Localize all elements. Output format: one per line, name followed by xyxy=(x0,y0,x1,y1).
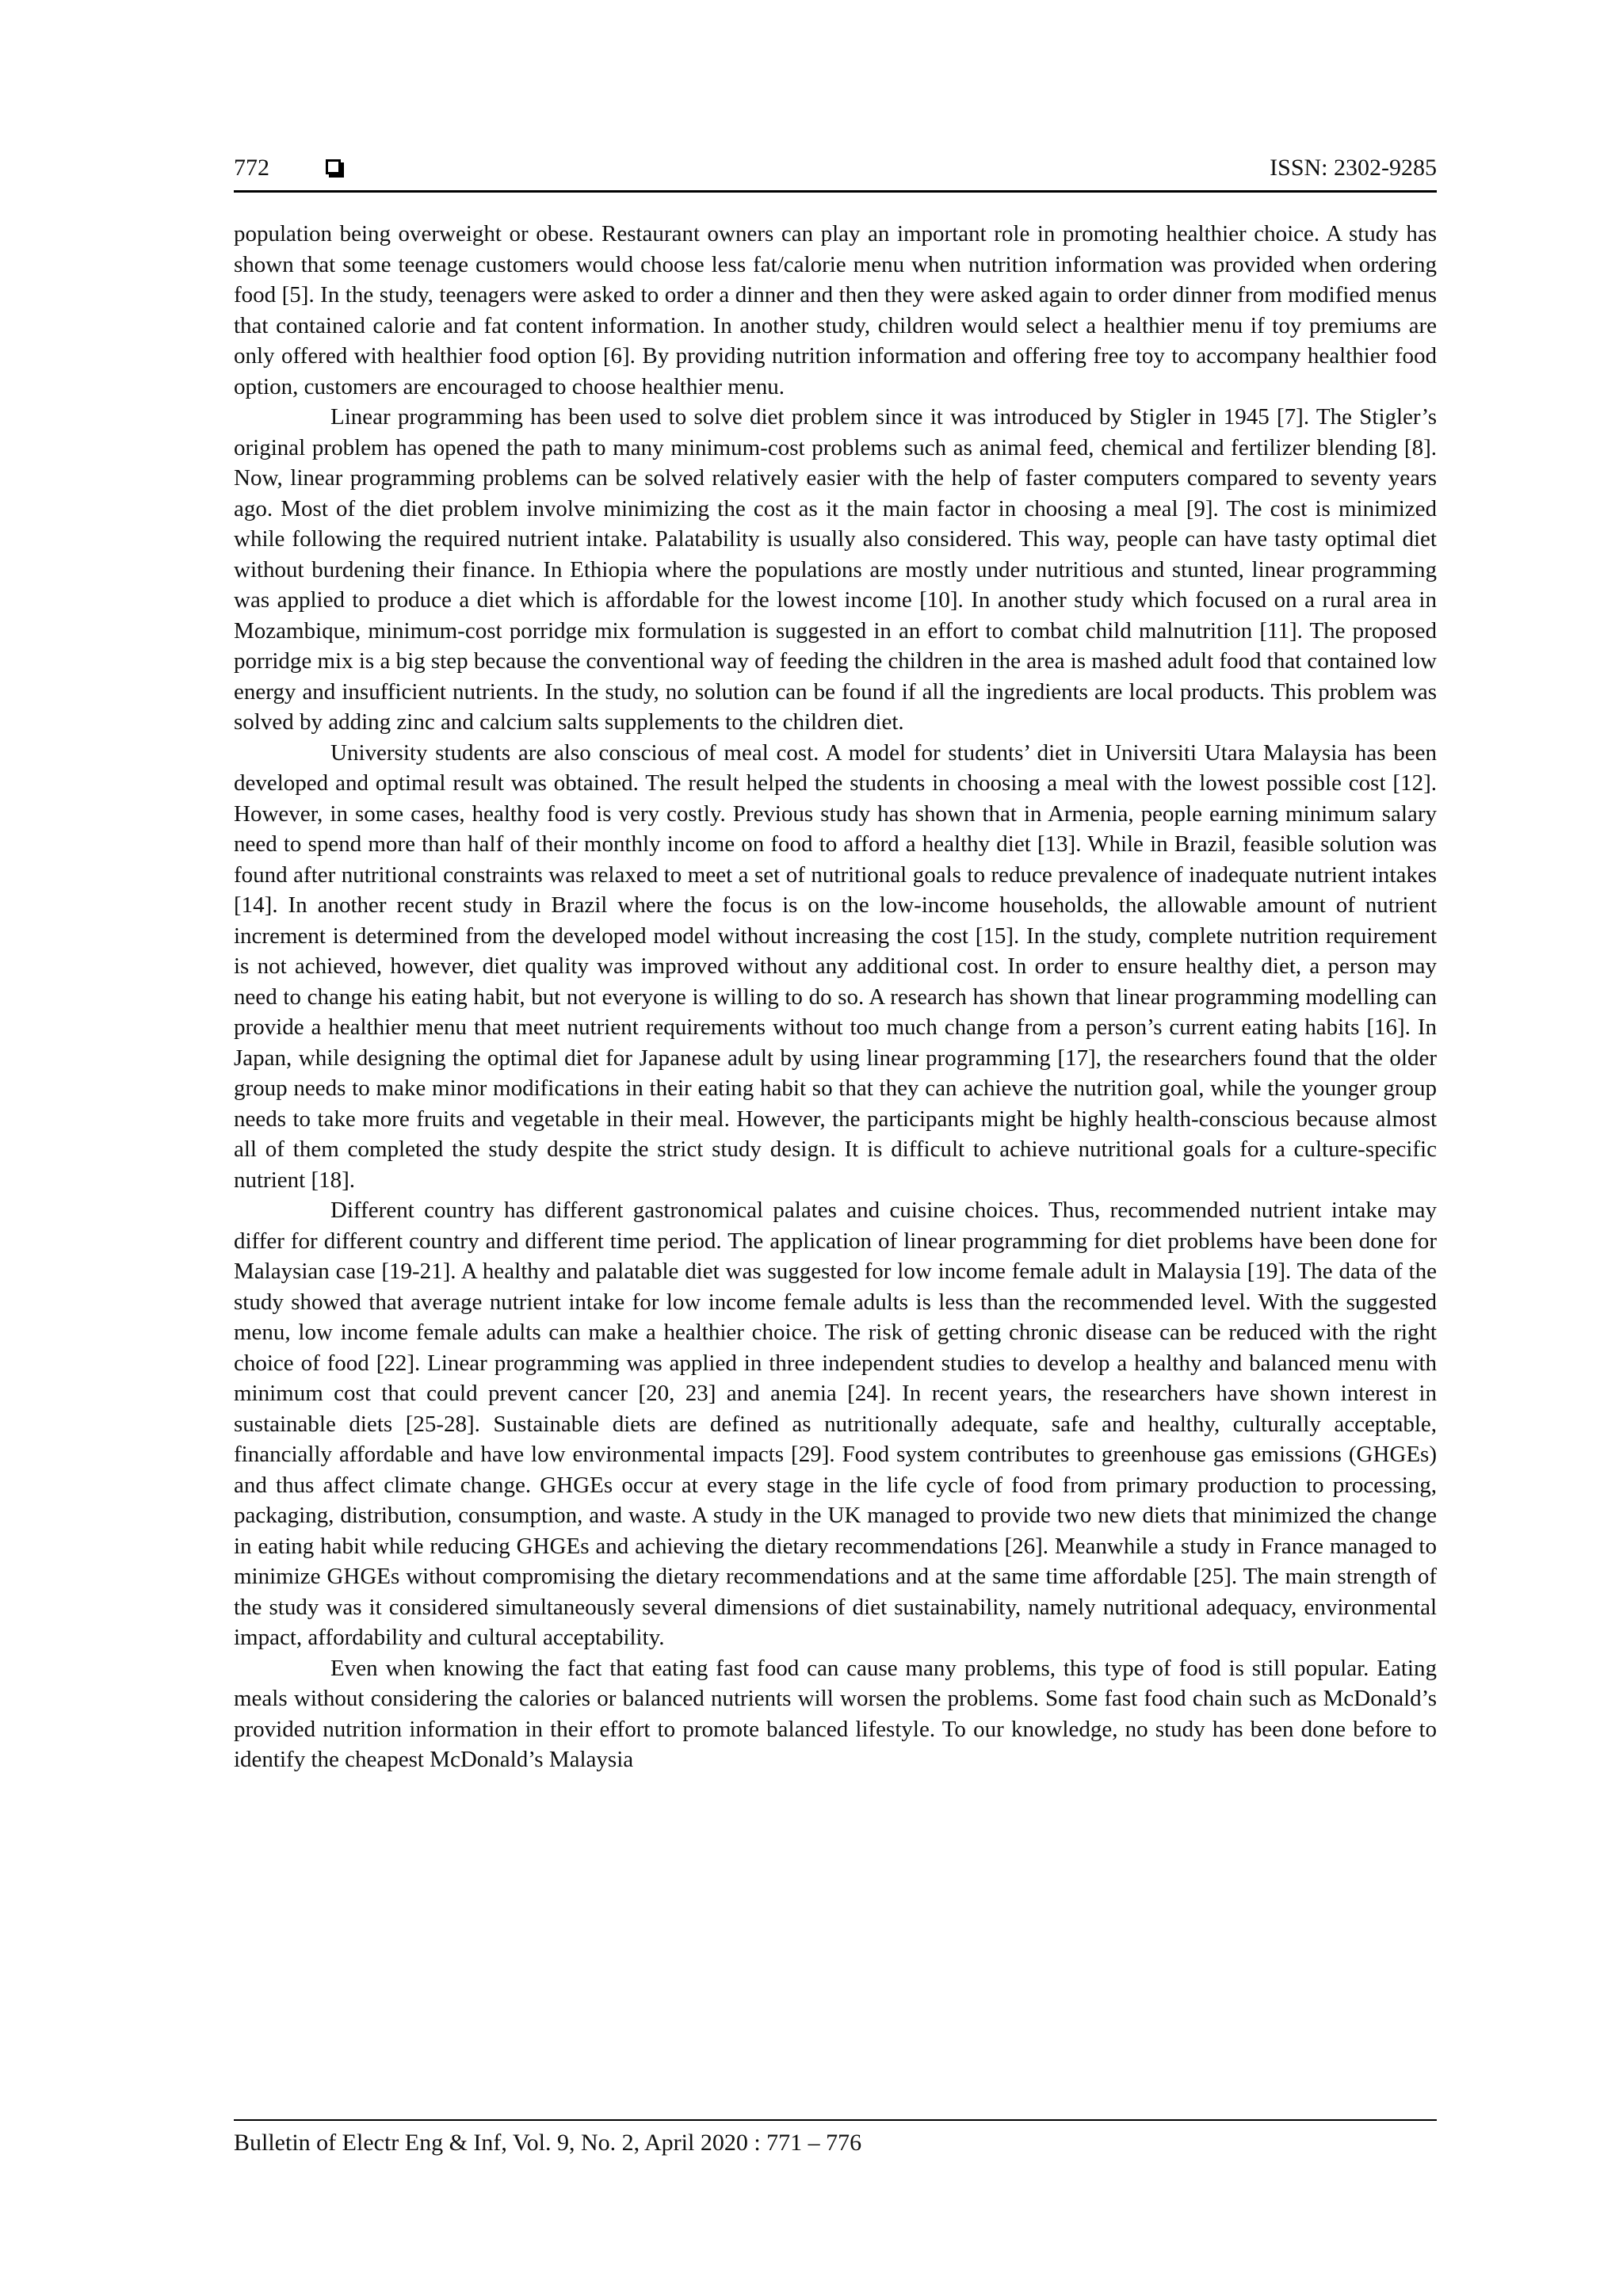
paragraph-university-students: University students are also conscious of meal cost. A model for students’ diet in Universiti Utara Malaysia has been developed and optimal result was obtained. The result helped the students in choosing a meal with the lowest possible cost [12]. However, in some cases, healthy food is very costly. Previous study has shown that in Armenia, people earning minimum salary need to spend more than half of their monthly income on food to afford a healthy diet [13]. While in Brazil, feasible solution was found after nutritional constraints was relaxed to meet a set of nutritional goals to reduce prevalence of inadequate nutrient intakes [14]. In another recent study in Brazil where the focus is on the low-income households, the allowable amount of nutrient increment is determined from the developed model without increasing the cost [15]. In the study, complete nutrition requirement is not achieved, however, diet quality was improved without any additional cost. In order to ensure healthy diet, a person may need to change his eating habit, but not everyone is willing to do so. A research has shown that linear programming modelling can provide a healthier menu that meet nutrient requirements without too much change from a person’s current eating habits [16]. In Japan, while designing the optimal diet for Japanese adult by using linear programming [17], the researchers found that the older group needs to make minor modifications in their eating habit so that they can achieve the nutrition goal, while the younger group needs to take more fruits and vegetable in their meal. However, the participants might be highly health-conscious because almost all of them completed the study despite the strict study design. It is difficult to achieve nutritional goals for a culture-specific nutrient [18]. xyxy=(234,739,1437,1193)
square-bullet-icon xyxy=(326,159,341,174)
issn-label: ISSN: 2302-9285 xyxy=(1270,155,1437,181)
page-header xyxy=(234,152,1437,193)
article-body xyxy=(234,219,1437,1775)
paragraph-different-country: Different country has different gastronomical palates and cuisine choices. Thus, recommended nutrient intake may differ for different country and different time period. The application of linear programming for diet problems have been done for Malaysian case [19-21]. A healthy and palatable diet was suggested for low income female adult in Malaysia [19]. The data of the study showed that average nutrient intake for low income female adults is less than the recommended level. With the suggested menu, low income female adults can make a healthier choice. The risk of getting chronic disease can be reduced with the right choice of food [22]. Linear programming was applied in three independent studies to develop a healthy and balanced menu with minimum cost that could prevent cancer [20, 23] and anemia [24]. In recent years, the researchers have shown interest in sustainable diets [25-28]. Sustainable diets are defined as nutritionally adequate, safe and healthy, culturally acceptable, financially affordable and have low environmental impacts [29]. Food system contributes to greenhouse gas emissions (GHGEs) and thus affect climate change. GHGEs occur at every stage in the life cycle of food from primary production to processing, packaging, distribution, consumption, and waste. A study in the UK managed to provide two new diets that minimized the change in eating habit while reducing GHGEs and achieving the dietary recommendations [26]. Meanwhile a study in France managed to minimize GHGEs without compromising the dietary recommendations and at the same time affordable [25]. The main strength of the study was it considered simultaneously several dimensions of diet sustainability, namely nutritional adequacy, environmental impact, affordability and cultural acceptability. xyxy=(234,1198,1437,1650)
page-footer xyxy=(234,2119,1437,2159)
paragraph-continuation: population being overweight or obese. Restaurant owners can play an important role in promoting healthier choice. A study has shown that some teenage customers would choose less fat/calorie menu when nutrition information was provided when ordering food [5]. In the study, teenagers were asked to order a dinner and then they were asked again to order dinner from modified menus that contained calorie and fat content information. In another study, children would select a healthier menu if toy premiums are only offered with healthier food option [6]. By providing nutrition information and offering free toy to accompany healthier food option, customers are encouraged to choose healthier menu. xyxy=(234,221,1437,399)
paragraph-fast-food: Even when knowing the fact that eating fast food can cause many problems, this type of food is still popular. Eating meals without considering the calories or balanced nutrients will worsen the problems. Some fast food chain such as McDonald’s provided nutrition information in their effort to promote balanced lifestyle. To our knowledge, no study has been done before to identify the cheapest McDonald’s Malaysia xyxy=(234,1655,1437,1772)
journal-citation: Bulletin of Electr Eng & Inf, Vol. 9, No. 2, April 2020 : 771 – 776 xyxy=(234,2130,862,2156)
page-number: 772 xyxy=(234,155,269,181)
paragraph-linear-programming: Linear programming has been used to solve diet problem since it was introduced by Stigler in 1945 [7]. The Stigler’s original problem has opened the path to many minimum-cost problems such as animal feed, chemical and fertilizer blending [8]. Now, linear programming problems can be solved relatively easier with the help of faster computers compared to seventy years ago. Most of the diet problem involve minimizing the cost as it the main factor in choosing a meal [9]. The cost is minimized while following the required nutrient intake. Palatability is usually also considered. This way, people can have tasty optimal diet without burdening their finance. In Ethiopia where the populations are mostly under nutritious and stunted, linear programming was applied to produce a diet which is affordable for the lowest income [10]. In another study which focused on a rural area in Mozambique, minimum-cost porridge mix formulation is suggested in an effort to combat child malnutrition [11]. The proposed porridge mix is a big step because the conventional way of feeding the children in the area is mashed adult food that contained low energy and insufficient nutrients. In the study, no solution can be found if all the ingredients are local products. This problem was solved by adding zinc and calcium salts supplements to the children diet. xyxy=(234,404,1437,735)
